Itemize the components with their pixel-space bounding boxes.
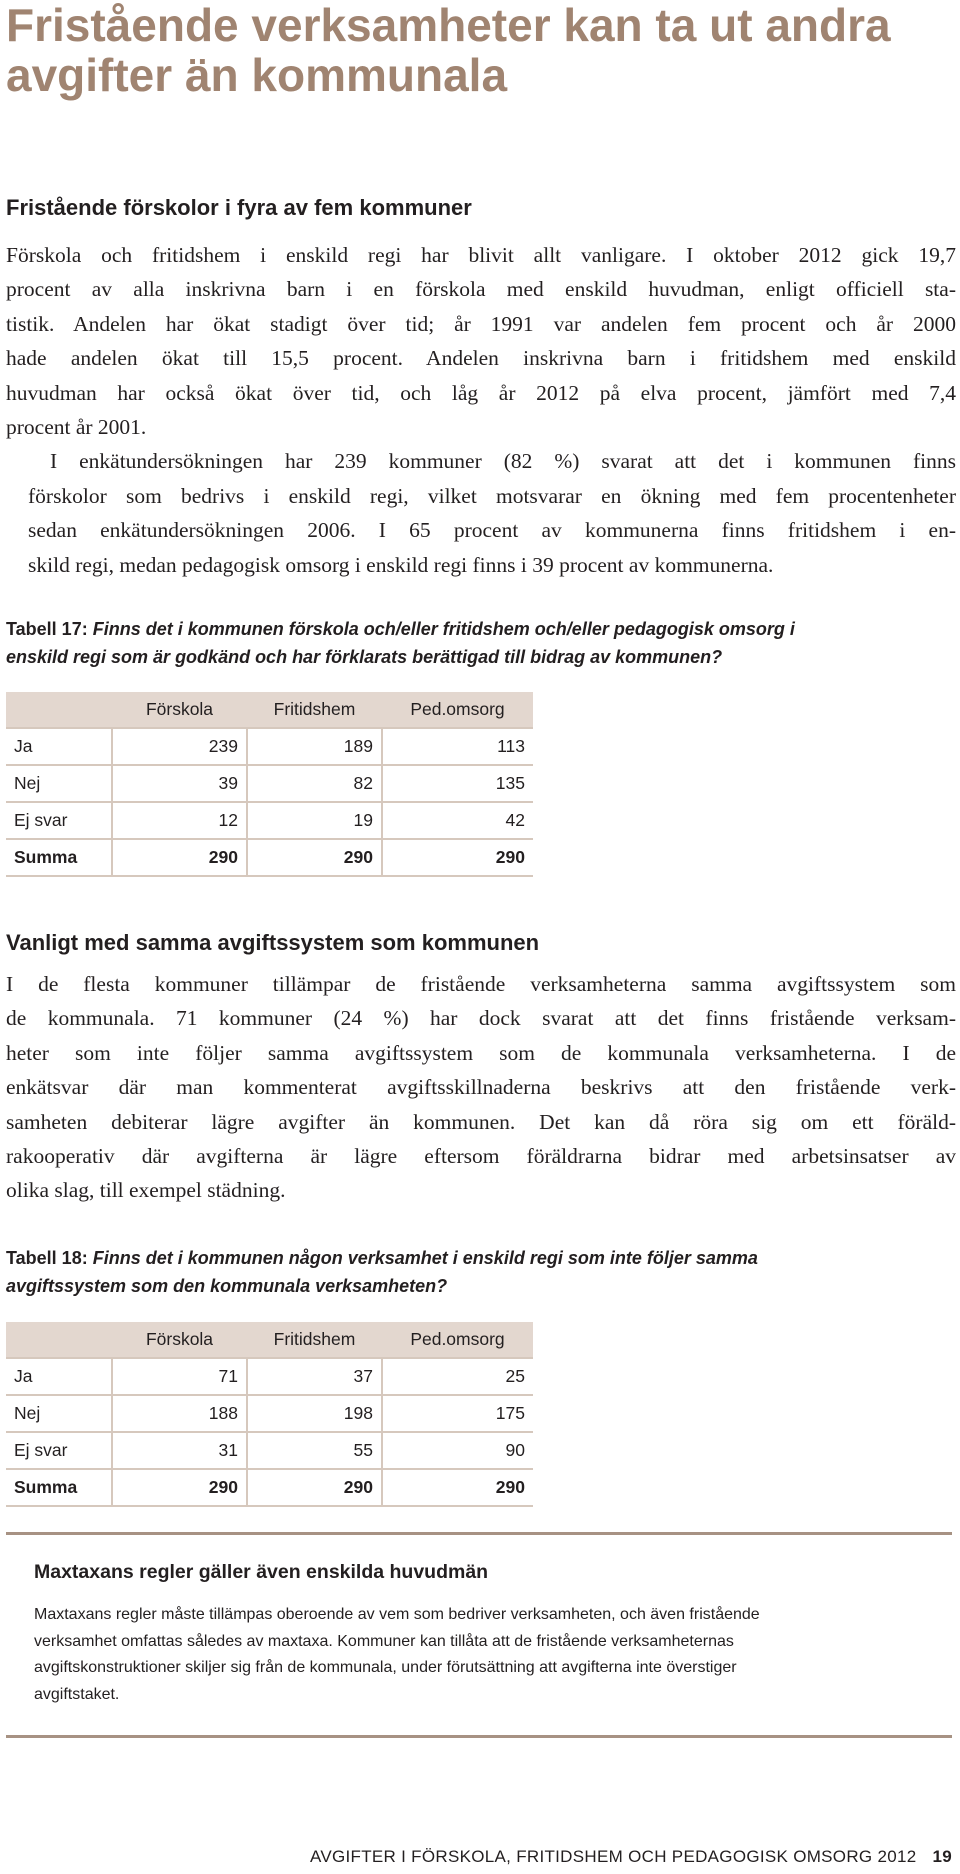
table17: [6, 692, 533, 877]
table17-caption: [6, 615, 956, 671]
text-line: avgiftstaket.: [34, 1685, 120, 1703]
table-cell: 37: [247, 1358, 382, 1395]
table-header-blank: [6, 1322, 112, 1358]
table-cell: 25: [382, 1358, 533, 1395]
text-line: hade andelen ökat till 15,5 procent. Andelen inskrivna barn i fritidshem med enskild: [6, 346, 956, 371]
text-line: huvudman har också ökat över tid, och låg år 2012 på elva procent, jämfört med 7,4: [6, 380, 956, 405]
table-cell: 12: [112, 802, 247, 839]
column-header: Ped.omsorg: [382, 692, 533, 728]
text-line: I de flesta kommuner tillämpar de fristående verksamheterna samma avgiftssystem som: [6, 972, 956, 996]
table-sum-row: [6, 839, 533, 876]
page-footer: [310, 1846, 952, 1868]
row-label: Nej: [6, 1395, 112, 1432]
table-cell: 290: [112, 839, 247, 876]
text-line: verksamhet omfattas således av maxtaxa. Kommuner kan tillåta att de fristående verksamheternas: [34, 1632, 734, 1650]
table-header-row: [6, 1322, 533, 1358]
row-label: Ej svar: [6, 802, 112, 839]
column-header: Fritidshem: [247, 692, 382, 728]
section2-body: [6, 967, 956, 1208]
table-cell: 198: [247, 1395, 382, 1432]
table-header-row: [6, 692, 533, 728]
text-line: heter som inte följer samma avgiftssystem som de kommunala verksamheterna. I de: [6, 1040, 956, 1065]
table-header-blank: [6, 692, 112, 728]
section1-body: [6, 238, 956, 582]
table-cell: 135: [382, 765, 533, 802]
table-row: [6, 765, 533, 802]
text-line: olika slag, till exempel städning.: [6, 1178, 286, 1203]
text-line: enkätsvar där man kommenterat avgiftsskillnaderna beskrivs att den fristående verk-: [6, 1075, 956, 1100]
info-box-maxtaxa: [6, 1532, 952, 1738]
table-cell: 31: [112, 1432, 247, 1469]
table-question: Finns det i kommunen någon verksamhet i enskild regi som inte följer samma: [92, 1248, 758, 1268]
row-label: Nej: [6, 765, 112, 802]
table-row: [6, 1432, 533, 1469]
text-line: Maxtaxans regler måste tillämpas oberoende av vem som bedriver verksamheten, och även fristående: [34, 1606, 760, 1623]
table-cell: 42: [382, 802, 533, 839]
section-heading-same-fee-system: Vanligt med samma avgiftssystem som kommunen: [6, 930, 540, 955]
text-line: de kommunala. 71 kommuner (24 %) har dock svarat att det finns fristående verksam-: [6, 1006, 956, 1031]
text-line: samheten debiterar lägre avgifter än kommunen. Det kan då röra sig om ett föräld-: [6, 1109, 956, 1134]
table-row: [6, 802, 533, 839]
table18-caption: [6, 1244, 956, 1300]
running-title: AVGIFTER I FÖRSKOLA, FRITIDSHEM OCH PEDAGOGISK OMSORG 2012: [309, 1847, 917, 1866]
text-line: Förskola och fritidshem i enskild regi har blivit allt vanligare. I oktober 2012 gick 19,7: [6, 243, 956, 267]
column-header: Ped.omsorg: [382, 1322, 533, 1358]
table-cell: 39: [112, 765, 247, 802]
page-number: 19: [932, 1847, 952, 1866]
table-question: enskild regi som är godkänd och har förklarats berättigad till bidrag av kommunen?: [6, 647, 723, 667]
text-line: I enkätundersökningen har 239 kommuner (82 %) svarat att det i kommunen finns: [50, 449, 956, 474]
info-box-title: Maxtaxans regler gäller även enskilda huvudmän: [34, 1561, 489, 1583]
table-cell: 113: [382, 728, 533, 765]
text-line: sedan enkätundersökningen 2006. I 65 procent av kommunerna finns fritidshem i en-: [28, 518, 956, 543]
table-cell: 290: [247, 839, 382, 876]
row-label: Summa: [6, 839, 112, 876]
table-cell: 290: [112, 1469, 247, 1506]
text-line: skild regi, medan pedagogisk omsorg i enskild regi finns i 39 procent av kommunerna.: [28, 552, 774, 577]
text-line: rakooperativ där avgifterna är lägre eftersom föräldrarna bidrar med arbetsinsatser av: [6, 1144, 956, 1169]
table-cell: 175: [382, 1395, 533, 1432]
text-line: procent år 2001.: [6, 415, 147, 440]
table-cell: 90: [382, 1432, 533, 1469]
table-cell: 71: [112, 1358, 247, 1395]
row-label: Ej svar: [6, 1432, 112, 1469]
paragraph: [6, 444, 956, 582]
table-cell: 19: [247, 802, 382, 839]
column-header: Förskola: [112, 692, 247, 728]
table-cell: 82: [247, 765, 382, 802]
text-line: avgiftskonstruktioner skiljer sig från de kommunala, under förutsättning att avgifterna inte överstiger: [34, 1659, 737, 1676]
table-question: avgiftssystem som den kommunala verksamheten?: [6, 1276, 448, 1296]
table-cell: 239: [112, 728, 247, 765]
paragraph: [6, 967, 956, 1208]
page-title: Fristående verksamheter kan ta ut andra avgifter än kommunala: [6, 0, 891, 101]
row-label: Ja: [6, 728, 112, 765]
row-label: Ja: [6, 1358, 112, 1395]
text-line: procent av alla inskrivna barn i en förskola med enskild huvudman, enligt officiell sta-: [6, 277, 956, 302]
table18: [6, 1322, 533, 1507]
table-cell: 290: [382, 1469, 533, 1506]
column-header: Förskola: [112, 1322, 247, 1358]
row-label: Summa: [6, 1469, 112, 1506]
info-box-text: [34, 1602, 924, 1708]
column-header: Fritidshem: [247, 1322, 382, 1358]
section-heading-independent-preschools: Fristående förskolor i fyra av fem kommuner: [6, 195, 472, 220]
paragraph: [6, 238, 956, 444]
text-line: tistik. Andelen har ökat stadigt över tid; år 1991 var andelen fem procent och år 2000: [6, 311, 956, 336]
text-line: förskolor som bedrivs i enskild regi, vilket motsvarar en ökning med fem procentenheter: [28, 483, 956, 508]
table-label: Tabell 17:: [6, 619, 88, 639]
table-cell: 290: [247, 1469, 382, 1506]
table-cell: 188: [112, 1395, 247, 1432]
table-question: Finns det i kommunen förskola och/eller fritidshem och/eller pedagogisk omsorg i: [92, 619, 795, 639]
table-label: Tabell 18:: [6, 1248, 88, 1268]
table-sum-row: [6, 1469, 533, 1506]
table-row: [6, 728, 533, 765]
table-cell: 290: [382, 839, 533, 876]
table-cell: 189: [247, 728, 382, 765]
table-row: [6, 1395, 533, 1432]
table-row: [6, 1358, 533, 1395]
table-cell: 55: [247, 1432, 382, 1469]
